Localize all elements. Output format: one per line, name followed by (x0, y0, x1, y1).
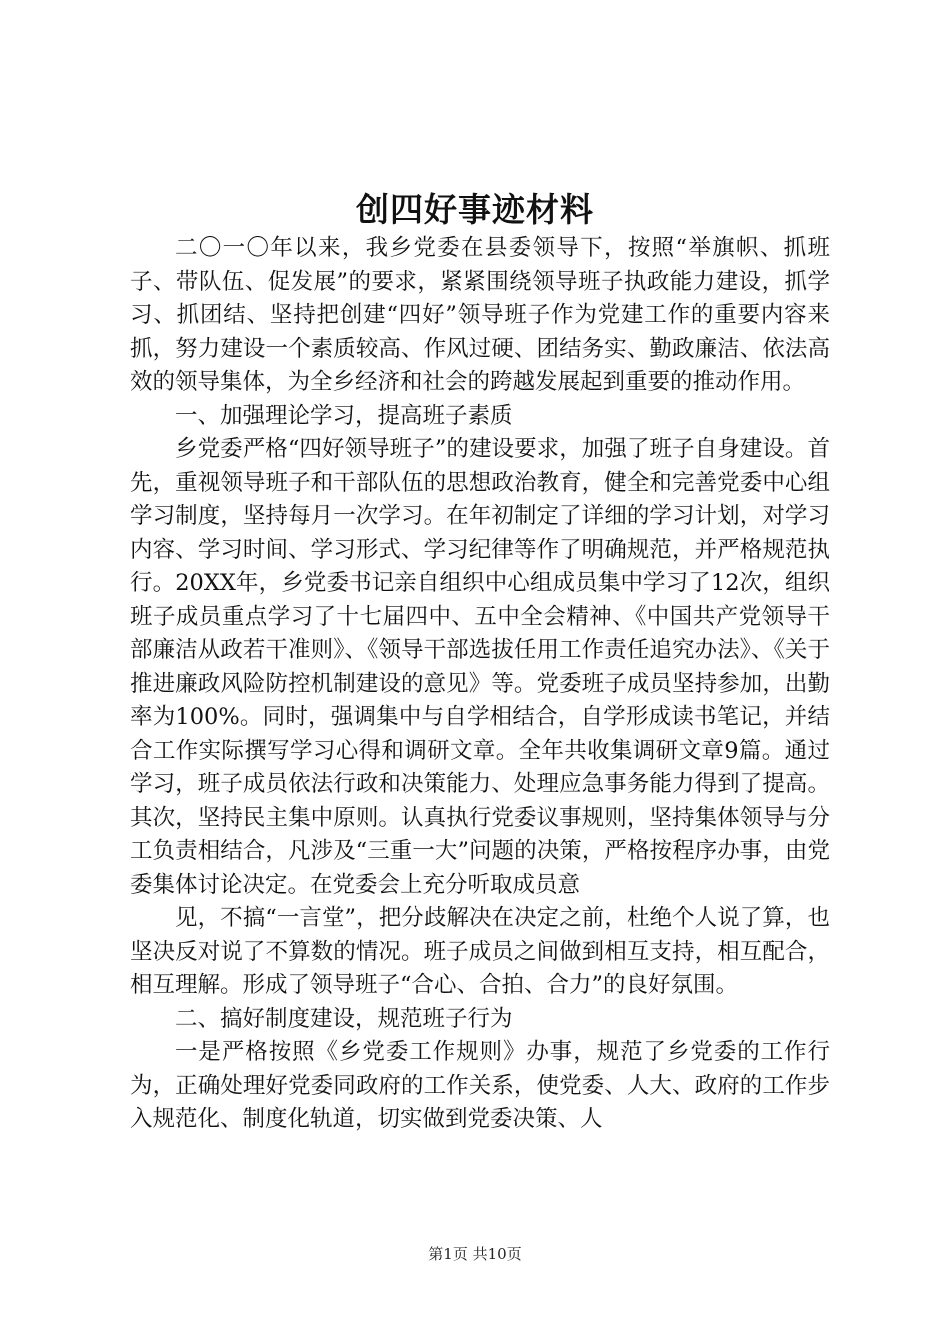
section-heading-2: 二、搞好制度建设，规范班子行为 (175, 1005, 513, 1032)
paragraph-intro: 二〇一〇年以来，我乡党委在县委领导下，按照“举旗帜、抓班子、带队伍、促发展”的要求，紧紧围绕领导班子执政能力建设，抓学习、抓团结、坚持把创建“四好”领导班子作为党建工作的重要内容来抓，努力建设一个素质较高、作风过硬、团结务实、勤政廉洁、依法高效的领导集体，为全乡经济和社会的跨越发展起到重要的推动作用。 (130, 235, 830, 395)
paragraph-study: 乡党委严格“四好领导班子”的建设要求，加强了班子自身建设。首先，重视领导班子和干部队伍的思想政治教育，健全和完善党委中心组学习制度，坚持每月一次学习。在年初制定了详细的学习计划，对学习内容、学习时间、学习形式、学习纪律等作了明确规范，并严格规范执行。20XX年，乡党委书记亲自组织中心组成员集中学习了12次，组织班子成员重点学习了十七届四中、五中全会精神、《中国共产党领导干部廉洁从政若干准则》、《领导干部选拔任用工作责任追究办法》、《关于推进廉政风险防控机制建设的意见》等。党委班子成员坚持参加，出勤率为100%。同时，强调集中与自学相结合，自学形成读书笔记，并结合工作实际撰写学习心得和调研文章。全年共收集调研文章9篇。通过学习，班子成员依法行政和决策能力、处理应急事务能力得到了提高。其次，坚持民主集中原则。认真执行党委议事规则，坚持集体领导与分工负责相结合，凡涉及“三重一大”问题的决策，严格按程序办事，由党委集体讨论决定。在党委会上充分听取成员意 (130, 436, 830, 898)
page-footer: 第1页 共10页 (428, 1245, 522, 1263)
document-body (130, 232, 830, 1137)
section-heading-1: 一、加强理论学习，提高班子素质 (175, 402, 513, 429)
document-title: 创四好事迹材料 (356, 190, 594, 229)
paragraph-democracy: 见，不搞“一言堂”，把分歧解决在决定之前，杜绝个人说了算，也坚决反对说了不算数的情况。班子成员之间做到相互支持，相互配合，相互理解。形成了领导班子“合心、合拍、合力”的良好氛围。 (130, 905, 830, 998)
paragraph-rules: 一是严格按照《乡党委工作规则》办事，规范了乡党委的工作行为，正确处理好党委同政府的工作关系，使党委、人大、政府的工作步入规范化、制度化轨道，切实做到党委决策、人 (130, 1039, 830, 1132)
